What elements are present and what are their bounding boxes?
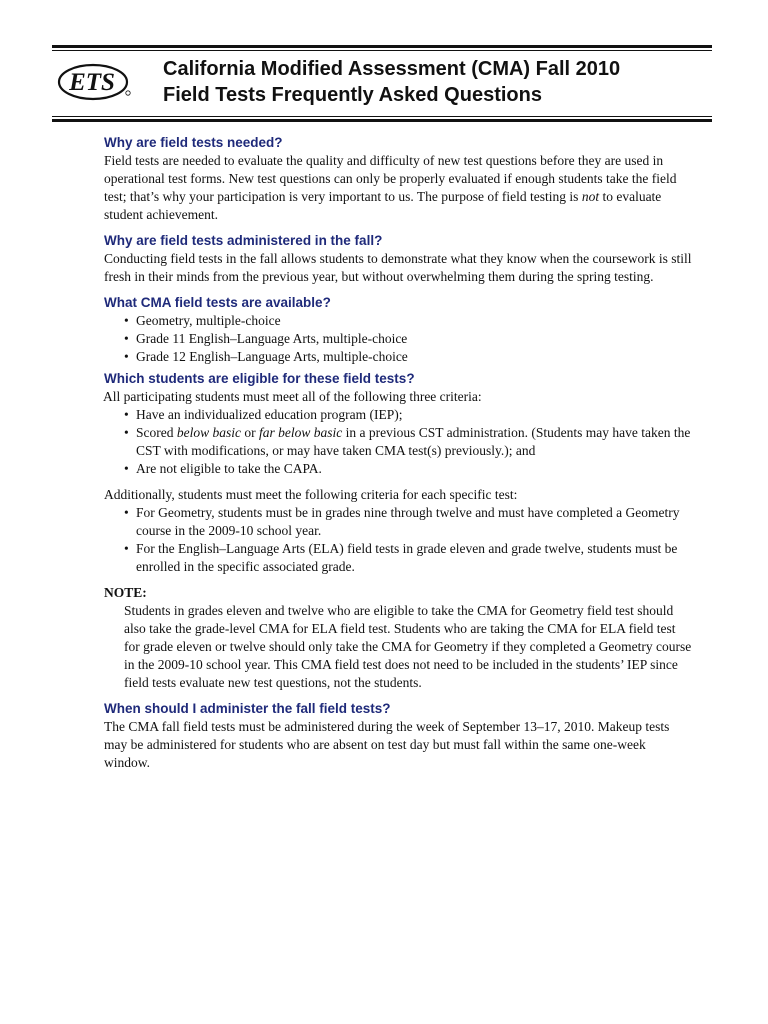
note-label: NOTE:: [104, 585, 147, 600]
faq-content: [104, 134, 694, 772]
answer-2: Conducting field tests in the fall allows students to demonstrate what they know when the coursework is still fresh in their minds from the previous year, but without overwhelming them during the spring testing.: [104, 251, 692, 284]
list-item: • Grade 11 English–Language Arts, multiple-choice: [124, 331, 408, 346]
additional-criteria-intro: Additionally, students must meet the following criteria for each specific test:: [104, 487, 518, 502]
answer-5: The CMA fall field tests must be administered during the week of September 13–17, 2010. Makeup tests may be administered for students who are absent on test day but must fall within the same one-week window.: [104, 719, 670, 770]
ets-logo-icon: [56, 60, 134, 104]
answer-1: Field tests are needed to evaluate the quality and difficulty of new test questions before they are used in operational test forms. New test questions can only be properly evaluated if enough students take the field test; that’s why your participation is very important to us. The purpose of field testing is not to evaluate student achievement.: [104, 153, 677, 222]
question-4: Which students are eligible for these field tests?: [104, 371, 415, 386]
question-1: Why are field tests needed?: [104, 135, 283, 150]
eligibility-criteria-list: [104, 406, 694, 478]
additional-criteria-list: [104, 504, 694, 576]
available-tests-list: [104, 312, 694, 366]
title-line-1: California Modified Assessment (CMA) Fall 2010: [163, 58, 621, 80]
question-2: Why are field tests administered in the fall?: [104, 233, 383, 248]
eligibility-intro: All participating students must meet all of the following three criteria:: [103, 389, 482, 404]
list-item: • For the English–Language Arts (ELA) field tests in grade eleven and grade twelve, students must be enrolled in the specific associated grade.: [124, 541, 678, 574]
header-top-thin-rule: [52, 50, 712, 51]
list-item: • Are not eligible to take the CAPA.: [124, 461, 322, 476]
header-top-rule: [52, 45, 712, 48]
question-3: What CMA field tests are available?: [104, 295, 331, 310]
list-item: • For Geometry, students must be in grades nine through twelve and must have completed a Geometry course in the 2009-10 school year.: [124, 505, 680, 538]
header-bottom-thin-rule: [52, 116, 712, 117]
title-line-2: Field Tests Frequently Asked Questions: [163, 84, 542, 106]
list-item: • Have an individualized education program (IEP);: [124, 407, 403, 422]
header-bottom-rule: [52, 119, 712, 122]
page-title: [163, 56, 723, 108]
list-item: • Scored below basic or far below basic in a previous CST administration. (Students may have taken the CST with modifications, or may have taken CMA test(s) previously.); and: [124, 425, 691, 458]
logo-text: ETS: [69, 69, 115, 96]
list-item: • Geometry, multiple-choice: [124, 313, 281, 328]
note-body: Students in grades eleven and twelve who are eligible to take the CMA for Geometry field test should also take the grade-level CMA for ELA field test. Students who are taking the CMA for ELA field test for grade eleven or twelve should only take the CMA for Geometry if they completed a Geometry course in the 2009-10 school year. This CMA field test does not need to be included in the students’ IEP since field tests evaluate new test questions, not the students.: [124, 603, 692, 690]
list-item: • Grade 12 English–Language Arts, multiple-choice: [124, 349, 408, 364]
question-5: When should I administer the fall field tests?: [104, 701, 391, 716]
